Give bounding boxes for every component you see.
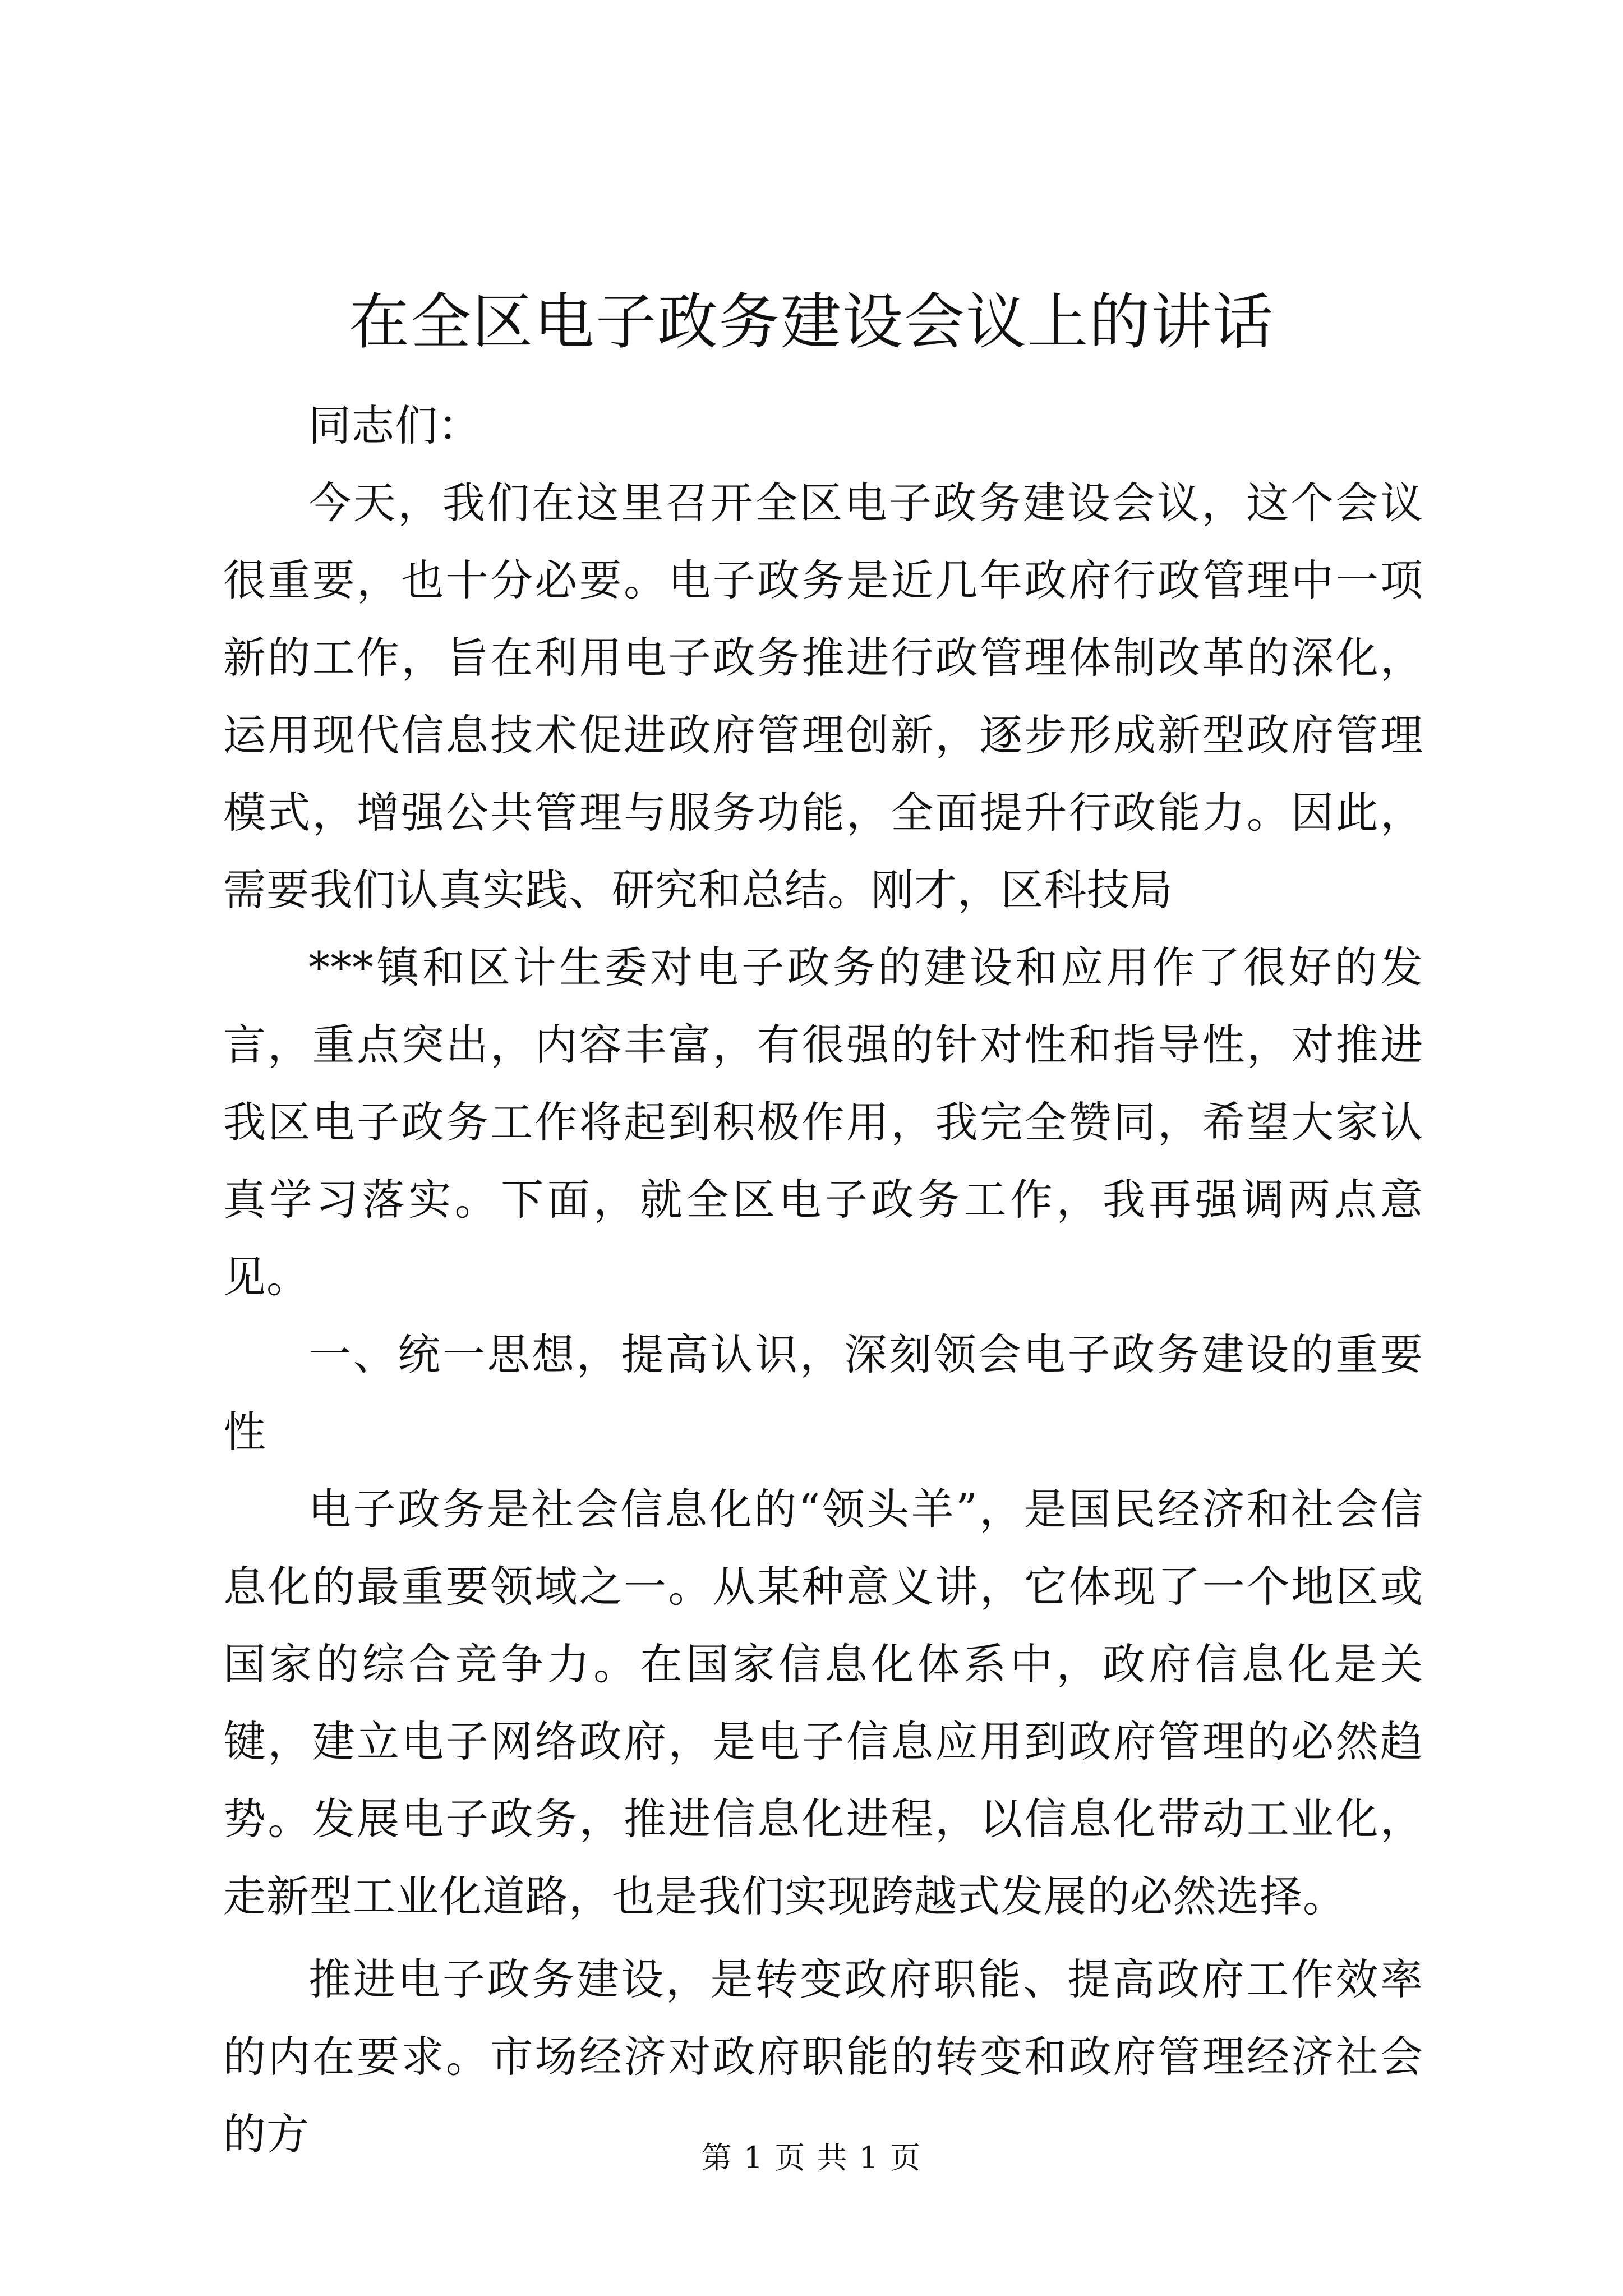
section-heading: 一、统一思想，提高认识，深刻领会电子政务建设的重要性 xyxy=(223,1329,1423,1457)
body-paragraph: ***镇和区计生委对电子政务的建设和应用作了很好的发言，重点突出，内容丰富，有很强的针对性和指导性，对推进我区电子政务工作将起到积极作用，我完全赞同，希望大家认真学习落实。下面，就全区电子政务工作，我再强调两点意见。 xyxy=(223,942,1423,1302)
body-paragraph: 今天，我们在这里召开全区电子政务建设会议，这个会议很重要，也十分必要。电子政务是近几年政府行政管理中一项新的工作，旨在利用电子政务推进行政管理体制改革的深化，运用现代信息技术促进政府管理创新，逐步形成新型政府管理模式，增强公共管理与服务功能，全面提升行政能力。因此，需要我们认真实践、研究和总结。刚才，区科技局 xyxy=(223,478,1423,915)
document-title: 在全区电子政务建设会议上的讲话 xyxy=(348,287,1274,357)
document-body xyxy=(223,387,1423,2173)
body-paragraph: 电子政务是社会信息化的“领头羊”，是国民经济和社会信息化的最重要领域之一。从某种意义讲，它体现了一个地区或国家的综合竞争力。在国家信息化体系中，政府信息化是关键，建立电子网络政府，是电子信息应用到政府管理的必然趋势。发展电子政务，推进信息化进程，以信息化带动工业化，走新型工业化道路，也是我们实现跨越式发展的必然选择。 xyxy=(223,1484,1423,1921)
body-paragraph: 推进电子政务建设，是转变政府职能、提高政府工作效率的内在要求。市场经济对政府职能的转变和政府管理经济社会的方 xyxy=(223,1954,1423,2159)
salutation-paragraph: 同志们： xyxy=(308,401,481,450)
page-footer: 第 1 页 共 1 页 xyxy=(701,2140,922,2175)
